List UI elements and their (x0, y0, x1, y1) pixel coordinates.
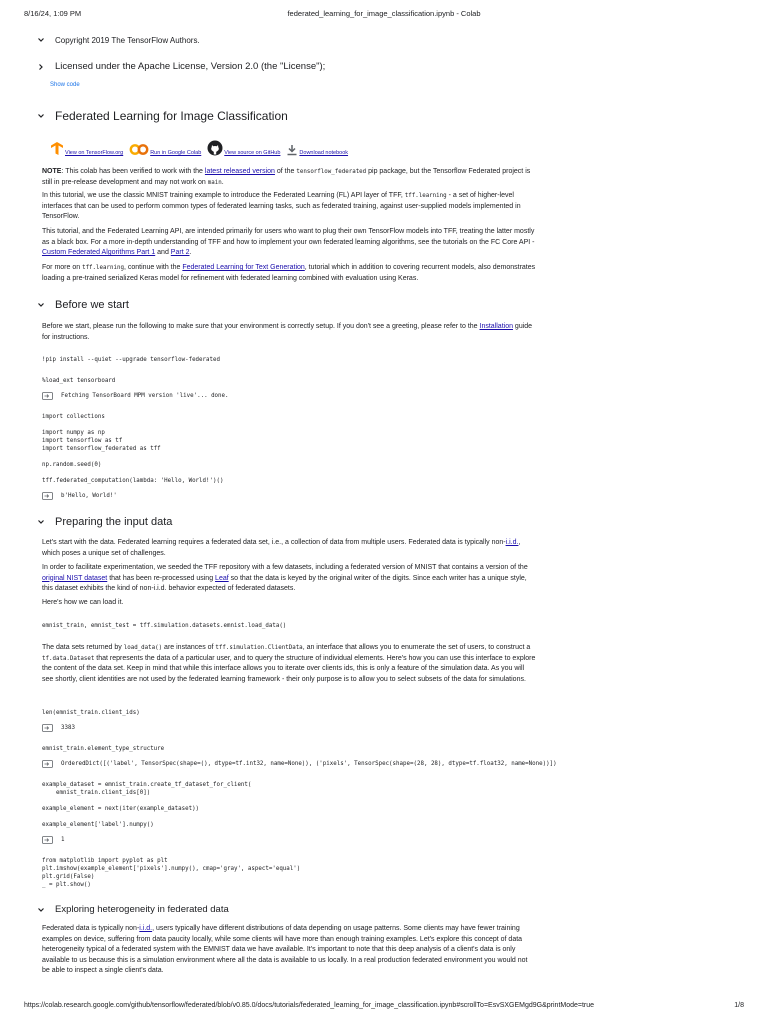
print-header (24, 9, 744, 23)
intro-p2-b: - a set of higher-level interfaces that can be used to perform common types of federated learning tasks, such as federated training, against user-supplied models implemented in TensorFlow. (42, 192, 521, 220)
intro-p2-a: In this tutorial, we use the classic MNIST training example to introduce the Federated Learning (FL) API layer of TFF, (42, 192, 405, 199)
intro-p4-code: tff.learning (82, 265, 124, 271)
intro-p2-code: tff.learning (404, 193, 447, 199)
output-icon[interactable] (42, 836, 53, 844)
github-badge[interactable] (207, 140, 280, 156)
prep-p4-a: The data sets returned by (42, 644, 124, 651)
intro-p3-c: . (189, 249, 192, 256)
heterogeneity-paragraph (42, 924, 536, 977)
output-hello-text: b'Hello, World!' (61, 493, 117, 499)
nist-dataset-link[interactable]: original NIST dataset (42, 574, 108, 582)
prep-p4-code2: tff.simulation.ClientData (215, 645, 303, 651)
output-tensorboard-text: Fetching TensorBoard MPM version 'live'... done. (61, 393, 229, 399)
before-heading: Before we start (55, 299, 129, 311)
colab-logo-icon (129, 143, 149, 156)
prep-p4-b: are instances of (162, 644, 216, 651)
section-main-title[interactable] (36, 109, 288, 123)
iid-link[interactable]: i.i.d. (505, 539, 519, 546)
preparing-paragraph-2 (42, 563, 536, 595)
preparing-paragraph-4 (42, 643, 536, 685)
tensorflow-badge[interactable] (50, 141, 123, 156)
intro-p4-c: , tutorial which in addition to covering recurrent models, also demonstrates loading a pre-trained serialized Keras model for refinement with federated learning combined with evaluation using Keras. (42, 264, 536, 282)
prep-p1-b: , which poses a unique set of challenges. (42, 539, 521, 557)
note-text-b: of the (274, 168, 297, 175)
tensorflow-logo-icon (50, 141, 64, 156)
chevron-down-icon[interactable] (36, 300, 46, 310)
output-element-type (42, 760, 557, 768)
text-generation-link[interactable]: Federated Learning for Text Generation (182, 264, 305, 271)
print-url: https://colab.research.google.com/github/tensorflow/federated/blob/v0.85.0/docs/tutorials/federated_learning_for_image_classification.ipynb#scrollTo=EsvSXGEMgd9G&printMode=true (24, 1002, 595, 1009)
code-cell-imports[interactable]: import collections import numpy as np import tensorflow as tf import tensorflow_federated as tff np.random.seed(0) tff.federated_computation(lambda: 'Hello, World!')() (42, 414, 224, 484)
download-badge[interactable] (286, 144, 348, 156)
code-cell-example-dataset[interactable]: example_dataset = emnist_train.create_tf_dataset_for_client( emnist_train.client_ids[0]) example_element = next(iter(example_dataset)) example_element['label'].numpy() (42, 782, 252, 828)
output-icon[interactable] (42, 724, 53, 732)
print-footer (24, 1002, 744, 1014)
copyright-heading: Copyright 2019 The TensorFlow Authors. (55, 35, 200, 45)
prep-p1-a: Let's start with the data. Federated learning requires a federated data set, i.e., a collection of data from multiple users. Federated data is typically non- (42, 539, 506, 546)
section-license[interactable] (36, 61, 325, 72)
chevron-down-icon[interactable] (36, 111, 46, 121)
prep-p2-b: that has been re-processed using (107, 574, 216, 582)
output-label-text: 1 (61, 837, 65, 843)
code-cell-matplotlib[interactable]: from matplotlib import pyplot as plt plt.imshow(example_element['pixels'].numpy(), cmap='gray', aspect='equal') plt.grid(False) _ = plt.show() (42, 858, 301, 888)
output-hello (42, 492, 117, 500)
github-logo-icon (207, 140, 223, 156)
tensorflow-badge-label: View on TensorFlow.org (65, 150, 124, 156)
before-paragraph (42, 322, 536, 343)
section-before-we-start[interactable] (36, 299, 129, 311)
section-preparing-input[interactable] (36, 516, 172, 528)
license-heading: Licensed under the Apache License, Version 2.0 (the "License"); (55, 61, 326, 72)
intro-p4-a: For more on (42, 264, 83, 271)
chevron-down-icon[interactable] (36, 35, 46, 45)
github-badge-label: View source on GitHub (224, 150, 281, 156)
code-cell-tensorboard[interactable]: %load_ext tensorboard (42, 378, 116, 384)
intro-p4-b: , continue with the (123, 264, 183, 271)
intro-p3-a: This tutorial, and the Federated Learning API, are intended primarily for users who want to plug their own TensorFlow models into TFF, treating the latter mostly as a black box. For a more in-depth understanding of TFF and how to implement your own federated learning algorithms, see the tutorials on the FC Core API - (42, 228, 535, 246)
chevron-right-icon[interactable] (36, 62, 46, 72)
part2-link[interactable]: Part 2 (170, 249, 190, 256)
output-icon[interactable] (42, 492, 53, 500)
note-text-d: . (221, 178, 224, 186)
chevron-down-icon[interactable] (36, 517, 46, 527)
output-icon[interactable] (42, 760, 53, 768)
latest-release-link[interactable]: latest released version (204, 168, 275, 175)
preparing-paragraph-1 (42, 538, 536, 559)
code-cell-pip[interactable]: !pip install --quiet --upgrade tensorflow-federated (42, 357, 220, 363)
intro-p3-b: and (155, 249, 171, 256)
installation-link[interactable]: Installation (479, 323, 513, 330)
before-p-a: Before we start, please run the following to make sure that your environment is correctly setup. If you don't see a greeting, please refer to the (42, 323, 480, 330)
custom-algorithms-part1-link[interactable]: Custom Federated Algorithms Part 1 (42, 249, 156, 256)
prep-p2-a: In order to facilitate experimentation, we seeded the TFF repository with a few datasets, including a federated version of MNIST that contains a version of the (42, 564, 528, 571)
prep-p2-c: so that the data is keyed by the original writer of the digits. Since each writer has a unique style, this dataset exhibits the kind of non-i.i.d. behavior expected of federated datasets. (42, 574, 527, 592)
page-title: Federated Learning for Image Classification (55, 109, 288, 123)
badge-row (50, 140, 354, 156)
output-label (42, 836, 65, 844)
code-cell-load-data[interactable]: emnist_train, emnist_test = tff.simulation.datasets.emnist.load_data() (42, 623, 287, 629)
heterogeneity-heading: Exploring heterogeneity in federated data (55, 904, 229, 915)
het-p-a: Federated data is typically non- (42, 925, 140, 932)
het-iid-link[interactable]: i.i.d. (139, 925, 153, 932)
section-heterogeneity[interactable] (36, 904, 229, 915)
code-cell-element-type[interactable]: emnist_train.element_type_structure (42, 746, 165, 752)
download-icon (286, 144, 298, 156)
output-element-type-text: OrderedDict([('label', TensorSpec(shape=(), dtype=tf.int32, name=None)), ('pixels', TensorSpec(shape=(28, 28), dtype=tf.float32, name=None))]) (61, 761, 557, 767)
colab-badge-label: Run in Google Colab (150, 150, 202, 156)
print-title: federated_learning_for_image_classification.ipynb - Colab (287, 9, 481, 18)
code-cell-client-ids[interactable]: len(emnist_train.client_ids) (42, 710, 140, 716)
show-code-link[interactable]: Show code (50, 82, 80, 88)
note-text-a: : This colab has been verified to work with the (61, 168, 205, 175)
output-icon[interactable] (42, 392, 53, 400)
output-client-ids-text: 3383 (61, 725, 75, 731)
intro-paragraph-4 (42, 263, 536, 284)
prep-p4-c: , an interface that allows you to enumerate the set of users, to construct a (302, 644, 531, 651)
preparing-paragraph-3: Here's how we can load it. (42, 599, 124, 606)
section-copyright[interactable] (36, 35, 200, 45)
page-count: 1/8 (734, 1002, 744, 1009)
prep-p4-code1: load_data() (123, 645, 163, 651)
before-p-b: guide for instructions. (42, 323, 533, 341)
note-code-main: main (207, 179, 222, 186)
output-tensorboard (42, 392, 229, 400)
download-badge-label: Download notebook (299, 150, 349, 156)
note-code: tensorflow_federated (296, 169, 367, 175)
het-p-b: , users typically have different distributions of data depending on usage patterns. Some clients may have fewer training examples on device, suffering from data paucity locally, while some clients will have more than enough training examples. Let's explore this concept of data heterogeneity typical of a federated system with the EMNIST data we have available. It's important to note that this deep analysis of a client's data is only available to us because this is a simulation environment where all the data is available to us locally. In a real production federated environment you would not be able to inspect a single client's data. (42, 925, 528, 974)
preparing-heading: Preparing the input data (55, 516, 173, 528)
colab-badge[interactable] (129, 143, 201, 156)
chevron-down-icon[interactable] (36, 905, 46, 915)
leaf-link[interactable]: Leaf (215, 574, 229, 582)
intro-paragraph-3 (42, 227, 536, 259)
print-datetime: 8/16/24, 1:09 PM (24, 9, 82, 18)
prep-p4-code3: tf.data.Dataset (42, 655, 95, 662)
intro-paragraph-2 (42, 191, 536, 223)
prep-p4-d: that represents the data of a particular user, and to query the structure of individual elements. Here's how you can use this interface to explore the content of the data set. Keep in mind that while this interface allows you to iterate over clients ids, this is only a feature of the simulation data. As you will see shortly, client identities are not used by the federated learning framework - their only purpose is to allow you to select subsets of the data for simulations. (42, 654, 536, 683)
note-text-c: pip package, but the Tensorflow Federated project is still in pre-release development and may not work on (42, 168, 531, 186)
note-label: NOTE (42, 168, 62, 175)
note-paragraph (42, 167, 536, 188)
output-client-ids (42, 724, 75, 732)
